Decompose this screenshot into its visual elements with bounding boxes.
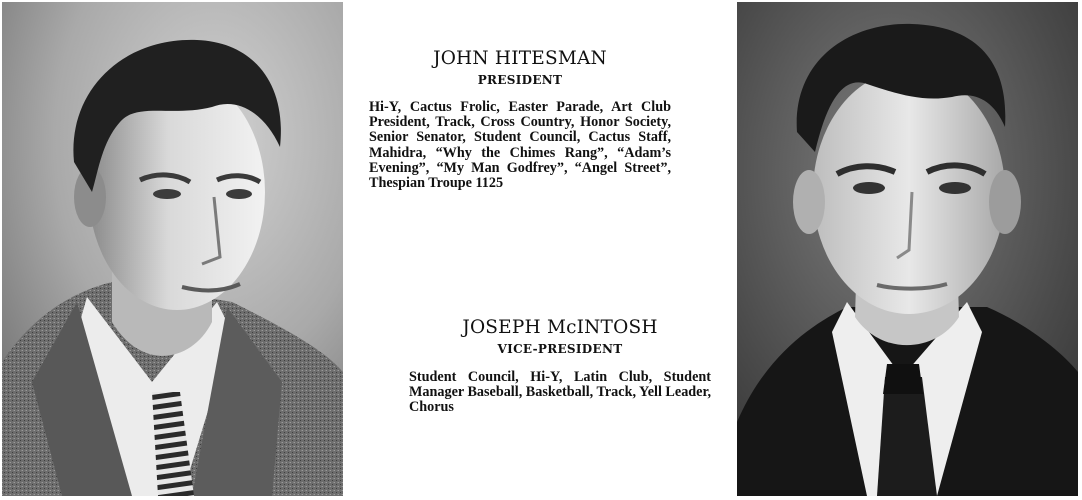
student-name: JOHN HITESMAN [433, 48, 607, 69]
entry-john-hitesman [369, 48, 671, 191]
student-activities: Hi-Y, Cactus Frolic, Easter Parade, Art Club President, Track, Cross Country, Honor Society, Senior Senator, Student Council, Cactus Staff, Mahidra, “Why the Chimes Rang”, “Adam’s Evening”, “My Man Godfrey”, “Angel Street”, Thespian Troupe 1125 [369, 99, 671, 192]
student-name: JOSEPH McINTOSH [462, 317, 658, 338]
portrait-photo-right [737, 2, 1078, 496]
entry-joseph-mcintosh [409, 317, 711, 416]
portrait-right-image [737, 2, 1078, 496]
student-office: VICE-PRESIDENT [497, 342, 623, 356]
student-office: PRESIDENT [477, 73, 563, 87]
portrait-photo-left [2, 2, 343, 496]
portrait-left-image [2, 2, 343, 496]
student-activities: Student Council, Hi-Y, Latin Club, Student Manager Baseball, Basketball, Track, Yell Leader, Chorus [409, 369, 712, 416]
